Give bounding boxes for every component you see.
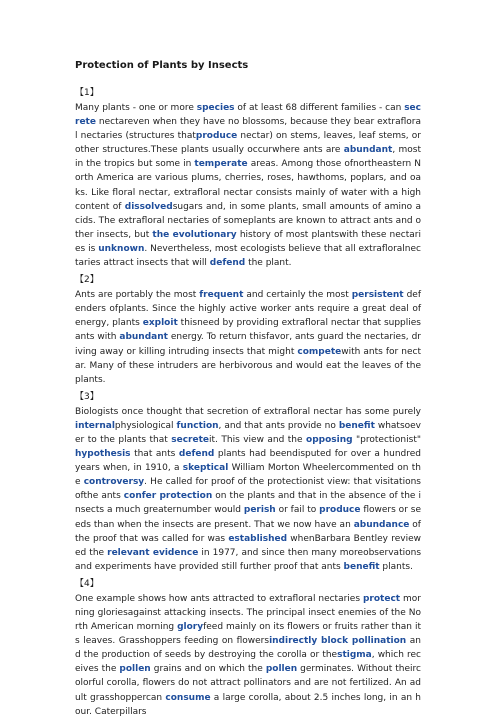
keyword: defend [178,449,215,460]
document-title: Protection of Plants by Insects [75,60,249,71]
keyword: hypothesis [75,449,131,460]
text-run: with ants for nectar. Many of these intruders are herbivorous and would eat the leaves of theplants. [75,346,421,385]
text-run: morning gloriesagainst attacking insects. The principal insect enemies of the North American morning [75,593,421,633]
text-run: , and that ants provide no [218,420,339,431]
text-run: germinates. Without theircolorful corolla, flowers do not attract pollinators and are not fertilized. An adult grasshoppercan [75,664,421,703]
keyword: abundance [353,519,410,530]
keyword: stigma [337,650,372,661]
paragraph [75,405,421,574]
text-run: physiological [114,420,177,431]
section-marker: 【1】 [75,88,99,98]
text-run: Ants are portably the most [75,290,200,301]
keyword: pollen [265,664,298,675]
keyword: pollen [119,664,151,675]
text-run: it. This view and the [209,434,307,445]
keyword: defend [209,258,246,269]
text-run: William Morton Wheelercommented on the [75,463,421,488]
keyword: exploit [142,318,178,329]
text-run: in 1977, and since then many moreobservations and experiments have provided still further proof that ants [75,547,422,572]
text-run: . He called for proof of the protectionist view: that visitations ofthe ants [75,477,421,502]
keyword: secrete [171,434,210,445]
keyword: consume [165,692,211,703]
keyword: temperate [194,159,248,170]
keyword: unknown [98,243,145,254]
keyword: produce [195,131,238,142]
text-run: or fail to [275,505,320,516]
text-run: and the production of seeds by destroying the corolla or the [75,636,421,661]
text-run: plants had beendisputed for over a hundred years when, in 1910, a [75,449,421,474]
keyword: species [196,103,235,113]
keyword: indirectly block pollination [269,636,407,647]
text-run: whatsoever to the plants that [75,420,422,445]
section-marker: 【2】 [75,275,99,286]
text-run: defenders ofplants. Since the highly active worker ants require a great deal of energy, plants [75,290,421,329]
text-run: "protectionist" [352,434,421,445]
text-run: nectar) on stems, leaves, leaf stems, or other structures.These plants usually occurwhere ants are [75,131,421,156]
section-marker: 【3】 [75,391,99,402]
keyword: frequent [199,290,244,301]
keyword: glory [177,622,204,633]
keyword: skeptical [182,463,229,474]
text-run: . Nevertheless, most ecologists believe that all extrafloralnectaries attract insects that will [75,243,422,269]
text-run: nectareven when they have no blossoms, because they bear extrafloral nectaries (structures that [75,117,421,142]
keyword: produce [319,505,361,516]
text-run: feed mainly on its flowers or fruits rather than its leaves. Grasshoppers feeding on flowers [75,622,421,647]
keyword: abundant [119,332,168,343]
text-run: the plant. [245,258,292,269]
keyword: established [228,533,288,544]
keyword: protect [362,593,401,604]
keyword: controversy [83,477,145,488]
text-run: history of most plantswith these nectaries is [75,229,421,254]
keyword: opposing [306,434,353,445]
paragraph [75,288,421,387]
paragraph [75,592,421,719]
text-run: grains and on which the [150,664,266,675]
section-marker: 【4】 [75,578,99,589]
text-run: whenBarbara Bentley reviewed the [75,533,421,558]
keyword: function [176,420,219,431]
keyword: benefit [343,561,380,572]
text-run: , most in the tropics but some in [75,145,422,170]
document-body [75,85,421,719]
text-run: areas. Among those ofnortheastern North America are various plums, cherries, roses, hawthoms, poplars, and oaks. Like floral nectar, extrafloral nectar consists mainly of water with a high content of [75,159,421,212]
text-run: on the plants and that in the absence of the insects a much greaternumber would [75,491,421,516]
keyword: dissolved [124,201,173,212]
keyword: the evolutionary [152,229,237,240]
text-run: Many plants - one or more [75,103,197,113]
keyword: perish [243,505,276,516]
text-run: of the proof that was called for was [75,519,421,544]
text-run: Biologists once thought that secretion of extrafloral nectar has some purely [75,406,421,417]
paragraph [75,101,421,270]
keyword: compete [297,346,342,357]
text-run: a large corolla, about 2.5 inches long, in an hour. Caterpillars [75,692,421,717]
text-run: One example shows how ants attracted to extrafloral nectaries [75,593,363,604]
text-run: that ants [130,449,179,460]
keyword: abundant [343,145,393,156]
text-run: sugars and, in some plants, small amounts of amino acids. The extrafloral nectaries of someplants are known to attract ants and other insects, but [75,201,421,240]
text-run: energy. To return thisfavor, ants guard the nectaries, driving away or killing intruding insects that might [75,332,421,357]
keyword: internal [75,420,115,431]
keyword: benefit [338,420,375,431]
text-run: plants. [379,561,413,572]
keyword: secrete [75,103,421,128]
text-run: and certainly the most [243,290,352,301]
text-run: of at least 68 different families - can [234,103,405,113]
keyword: persistent [351,290,404,301]
keyword: relevant evidence [107,547,199,558]
keyword: confer protection [123,491,213,502]
text-run: flowers or seeds than when the insects are present. That we now have an [75,505,421,530]
text-run: thisneed by providing extrafloral nectar that supplies ants with [75,318,421,343]
text-run: , which receives the [75,650,421,675]
